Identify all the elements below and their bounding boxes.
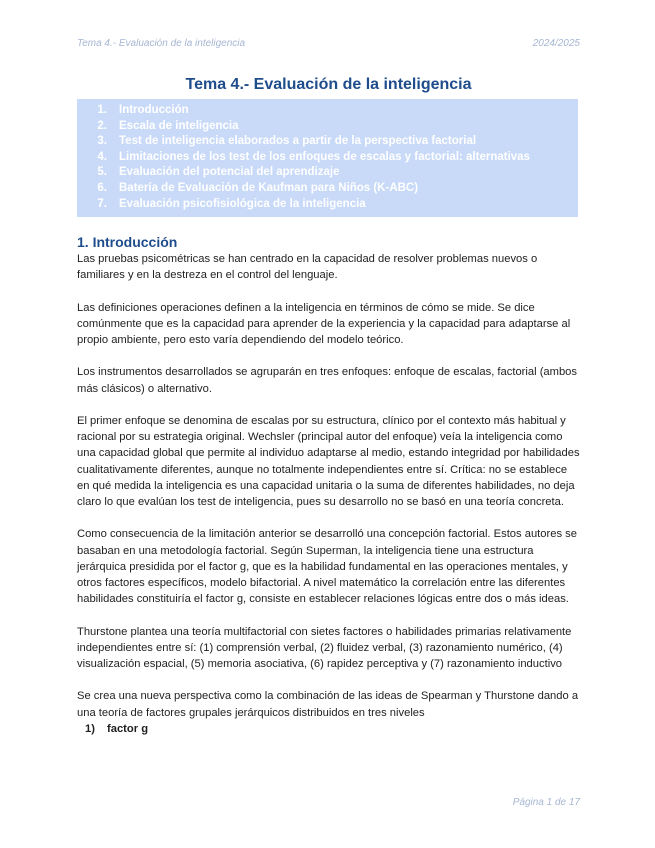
- toc-item[interactable]: 2. Escala de inteligencia: [97, 119, 239, 132]
- toc-item[interactable]: 7. Evaluación psicofisiológica de la inteligencia: [97, 197, 366, 210]
- paragraph: Las pruebas psicométricas se han centrado en la capacidad de resolver problemas nuevos o familiares y en la destreza en el control del lenguaje.: [77, 253, 538, 282]
- toc-item[interactable]: 3. Test de inteligencia elaborados a partir de la perspectiva factorial: [97, 135, 477, 148]
- header-title: Tema 4.- Evaluación de la inteligencia: [77, 38, 246, 49]
- toc-item[interactable]: 6. Batería de Evaluación de Kaufman para Niños (K-ABC): [97, 181, 419, 194]
- section-body: [77, 251, 580, 753]
- toc-item-label: Test de inteligencia elaborados a partir de la perspectiva factorial: [119, 135, 477, 148]
- paragraph: Se crea una nueva perspectiva como la combinación de las ideas de Spearman y Thurstone dando a una teoría de factores grupales jerárquicos distribuidos en tres niveles: [77, 690, 579, 719]
- toc-item[interactable]: 4. Limitaciones de los test de los enfoques de escalas y factorial: alternativas: [97, 150, 530, 163]
- toc-item-label: Escala de inteligencia: [119, 119, 239, 132]
- paragraph: Como consecuencia de la limitación anterior se desarrolló una concepción factorial. Estos autores se basaban en una metodología factorial. Según Superman, la inteligencia tiene una estructura jerárquica presidida por el factor g, que es la habilidad fundamental en las operaciones mentales, y otros factores específicos, modelo bifactorial. A nivel matemático la correlación entre las diferentes habilidades constituiría el factor g, consiste en establecer relaciones lógicas entre dos o más ideas.: [77, 528, 577, 606]
- toc-item-label: Introducción: [119, 104, 189, 116]
- toc-item-label: Evaluación del potencial del aprendizaje: [119, 166, 340, 179]
- toc-item-label: Batería de Evaluación de Kaufman para Niños (K-ABC): [119, 181, 419, 194]
- page-number: Página 1 de 17: [512, 797, 580, 808]
- toc-item[interactable]: 1. Introducción: [97, 104, 189, 116]
- numbered-subitem: 1) factor g: [85, 722, 149, 735]
- header-year: 2024/2025: [532, 38, 580, 49]
- section-heading: 1. Introducción: [77, 234, 178, 250]
- toc-item-label: Evaluación psicofisiológica de la inteligencia: [119, 197, 366, 210]
- paragraph: Thurstone plantea una teoría multifactorial con sietes factores o habilidades primarias relativamente independientes entre sí: (1) comprensión verbal, (2) fluidez verbal, (3) razonamiento numérico, (4) visualización espacial, (5) memoria asociativa, (6) rapidez perceptiva y (7) razonamiento inductivo: [77, 625, 572, 670]
- paragraph: Las definiciones operaciones definen a la inteligencia en términos de cómo se mide. Se dice comúnmente que es la capacidad para aprender de la experiencia y la capacidad para adaptarse al propio ambiente, pero esto varía dependiendo del modelo teórico.: [77, 301, 571, 346]
- toc-item[interactable]: 5. Evaluación del potencial del aprendizaje: [97, 166, 340, 179]
- page-header: [77, 38, 580, 52]
- document-title: Tema 4.- Evaluación de la inteligencia: [185, 76, 472, 93]
- table-of-contents: [77, 99, 578, 217]
- subitem-label: factor g: [107, 722, 149, 735]
- paragraph: Los instrumentos desarrollados se agruparán en tres enfoques: enfoque de escalas, factorial (ambos más clásicos) o alternativo.: [77, 366, 578, 395]
- paragraph: El primer enfoque se denomina de escalas por su estructura, clínico por el contexto más habitual y racional por su estrategia original. Wechsler (principal autor del enfoque) veía la inteligencia como una capacidad global que permite al individuo adaptarse al medio, estando integridad por habilidades cualitativamente diferentes, aunque no totalmente independientes entre sí. Crítica: no se establece en qué medida la inteligencia es una capacidad unitaria o la suma de diferentes habilidades, no deja claro lo que evalúan los test de inteligencia, pues su desarrollo no se basó en una teoría concreta.: [77, 414, 580, 508]
- toc-item-label: Limitaciones de los test de los enfoques de escalas y factorial: alternativas: [119, 150, 530, 163]
